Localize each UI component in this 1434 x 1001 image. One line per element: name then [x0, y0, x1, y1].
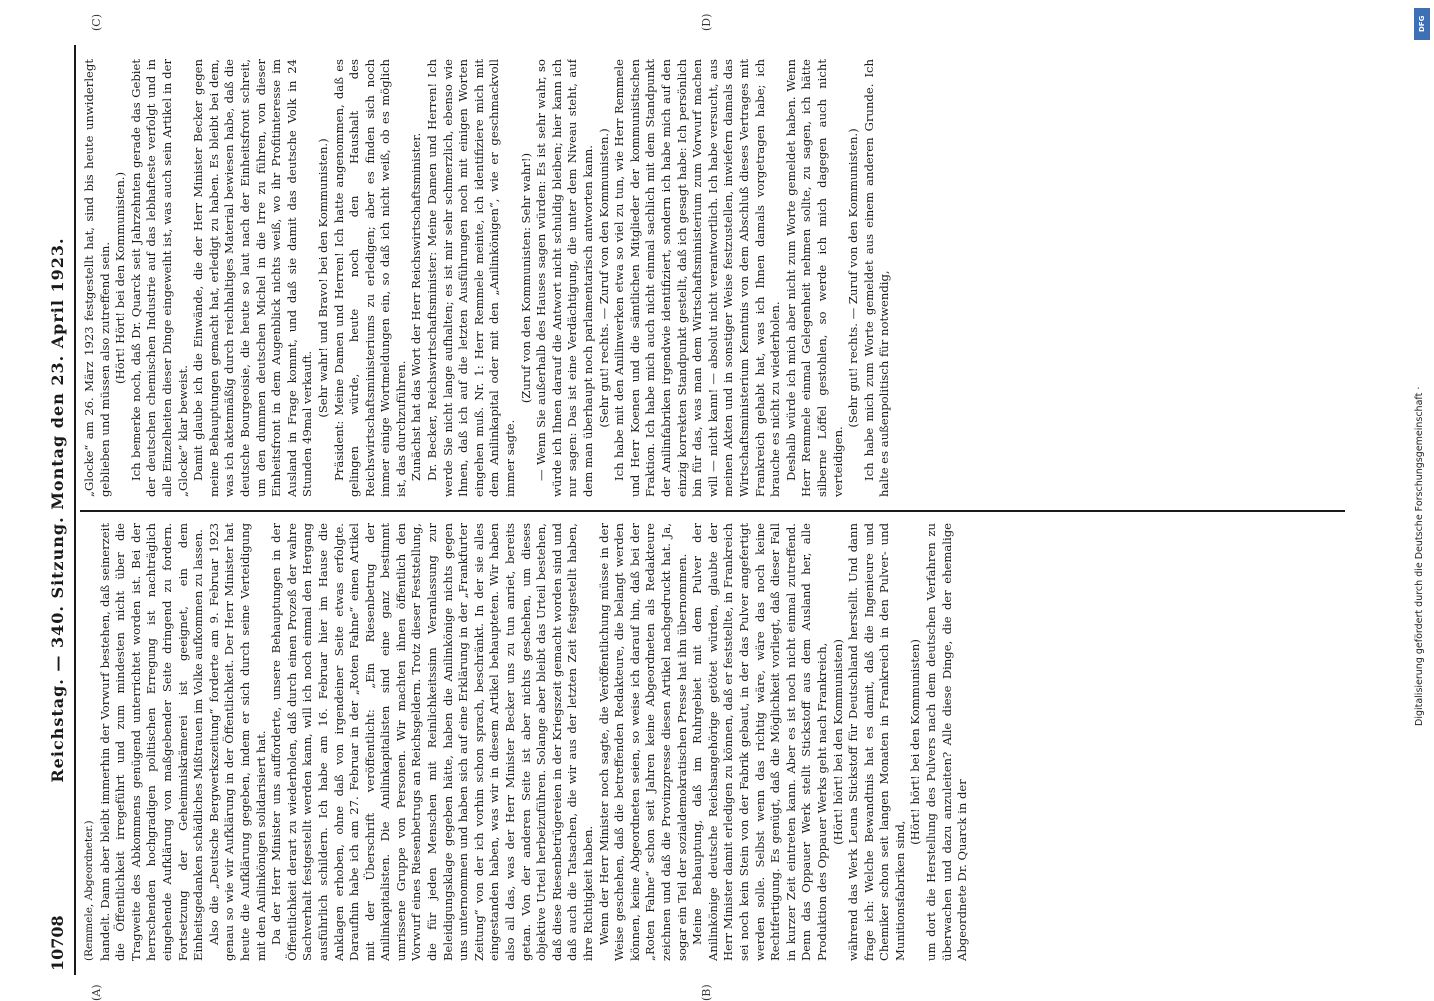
interjection: (Sehr wahr! und Bravo! bei den Kommunisten.): [315, 138, 330, 418]
right-column: [82, 59, 1344, 497]
paragraph: — Wenn Sie außerhalb des Hauses sagen würden: Es ist sehr wahr, so würde ich Ihnen darauf die Antwort nicht schuldig bleiben; hier kann ich nur sagen: Das ist eine Verdächtigung, die unter dem Niveau steht, auf dem man überhaupt noch parlamentarisch antworten kann.: [534, 59, 595, 497]
interjection: (Hört! hört! bei den Kommunisten): [908, 639, 923, 845]
paragraph: Ich bemerke noch, daß Dr. Quarck seit Jahrzehnten gerade das Gebiet der deutschen chemischen Industrie auf das lebhafteste verfolgt und in alle Einzelheiten dieser Dinge eingeweiht ist, was auch sein Artikel in der „Glocke“ klar beweist.: [128, 59, 190, 497]
paragraph: Ich habe mich zum Worte gemeldet aus einem anderen Grunde. Ich halte es außenpolitisch für notwendig,: [861, 59, 892, 497]
dfg-logo: DFG: [1414, 8, 1430, 40]
paragraph: Ich habe mit den Anilinwerken etwa so viel zu tun, wie Herr Remmele und Herr Koenen und die sämtlichen Mitglieder der kommunistischen Fraktion. Ich habe mich auch nicht einmal sachlich mit dem Standpunkt der Anilinfabriken irgendwie identifiziert, sondern ich habe mich auf den einzig korrekten Standpunkt gestellt, daß ich gesagt habe: Ich persönlich bin für das, was man dem Wirtschaftsministerium zum Vorwurf machen will — nicht kann! — absolut nicht verantwortlich. Ich habe versucht, aus meinen Akten und in sonstiger Weise festzustellen, inwiefern damals das Wirtschaftsministerium Kenntnis von dem Abschluß dieses Vertrages mit Frankreich gehabt hat, was ich Ihnen damals vorgetragen habe; ich brauche es nicht zu wiederholen.: [612, 59, 783, 497]
speaker-note: (Remmele, Abgeordneter.): [83, 820, 95, 961]
page-header: [40, 45, 74, 975]
paragraph: Dr. Becker, Reichswirtschaftsminister: Meine Damen und Herren! Ich werde Sie nicht lange aufhalten; es ist mir sehr schmerzlich, ebenso wie Ihnen, daß ich auf die letzten Ausführungen noch mit einigen Worten eingehen muß. Nr. 1: Herr Remmele meinte, ich identifiziere mich mit dem Anilinkapital oder mit den „Anilinkönigen“, wie er geschmackvoll immer sagte.: [425, 59, 518, 497]
rotated-newspaper-page: [40, 13, 1350, 1001]
interjection: (Hört! Hört! bei den Kommunisten.): [113, 172, 128, 385]
margin-marker-d: (D): [700, 13, 713, 31]
interjection: (Hört! hört! bei den Kommunisten): [830, 639, 845, 845]
paragraph: Also die „Deutsche Bergwerkszeitung“ forderte am 9. Februar 1923 genau so wie wir Aufklärung in der Öffentlichkeit. Der Herr Minister hat heute die Aufklärung gegeben, indem er sich durch seine Verteidigung mit den Anilinkönigen solidarisiert hat.: [206, 523, 268, 961]
paragraph: Präsident: Meine Damen und Herren! Ich hatte angenommen, daß es gelingen würde, heute noch den Haushalt des Reichswirtschaftsministeriums zu erledigen; aber es finden sich noch immer einige Wortmeldungen ein, so daß ich nicht weiß, ob es möglich ist, das durchzuführen.: [331, 59, 408, 497]
paragraph: Da der Herr Minister uns aufforderte, unsere Behauptungen in der Öffentlichkeit derart zu wiederholen, daß durch einen Prozeß der wahre Sachverhalt festgestellt werden kann, will ich noch einmal den Hergang ausführlich schildern. Ich habe am 16. Februar hier im Hause die Anklagen erhoben, ohne daß von irgendeiner Seite etwas erfolgte. Daraufhin habe ich am 27. Februar in der „Roten Fahne“ einen Artikel mit der Überschrift veröffentlicht: „Ein Riesenbetrug der Anilinkapitalisten. Die Anilinkapitalisten sind eine ganz bestimmt umrissene Gruppe von Personen. Wir machten ihnen öffentlich den Vorwurf eines Riesenbetrugs an Reichsgeldern. Trotz dieser Feststellung, die für jeden Menschen mit Reinlichkeitssinn Veranlassung zur Beleidigungsklage gegeben hätte, haben die Anilinkönige nichts gegen uns unternommen und haben sich auf eine Erklärung in der „Frankfurter Zeitung“ von der ich vorhin schon sprach, beschränkt. In der sie alles eingestanden haben, was wir in diesem Artikel behaupteten. Wir haben also all das, was der Herr Minister Becker uns zu tun anriet, bereits getan. Von der anderen Seite ist aber nichts geschehen, um dieses objektive Urteil herbeizuführen. Solange aber bleibt das Urteil bestehen, daß diese Riesenbetrügereien in der Kriegszeit gemacht worden sind und daß auch die Tatsachen, die wir aus der letzten Zeit festgestellt haben, ihre Richtigkeit haben.: [269, 523, 595, 961]
page-title: Reichstag. — 340. Sitzung. Montag den 23. April 1923.: [48, 237, 67, 783]
digitization-credit-text: Digitalisierung gefördert durch die Deutsche Forschungsgemeinschaft ·: [1414, 386, 1425, 726]
paragraph: Zunächst hat das Wort der Herr Reichswirtschaftsminister.: [409, 132, 424, 481]
interjection: (Zuruf von den Kommunisten: Sehr wahr!): [518, 152, 533, 404]
paragraph: Deshalb würde ich mich aber nicht zum Worte gemeldet haben. Wenn Herr Remmele einmal Gelegenheit nehmen sollte, zu sagen, ich hätte silberne Löffel gestohlen, so werde ich mich dagegen auch nicht verteidigen.: [783, 59, 845, 497]
digitization-credit-strip: [1412, 8, 1434, 992]
paragraph: um dort die Herstellung des Pulvers nach dem deutschen Verfahren zu überwachen und dazu anzuleiten? Alle diese Dinge, die der ehemalige Abgeordnete Dr. Quarck in der: [924, 523, 970, 961]
margin-marker-c: (C): [90, 14, 103, 31]
paragraph: während das Werk Leuna Stickstoff für Deutschland herstellt. Und dann frage ich: Welche Bewandtnis hat es damit, daß die Ingenieure und Chemiker schon seit langen Monaten in Frankreich in den Pulver- und Munitionsfabriken sind,: [846, 523, 907, 961]
interjection: (Sehr gut! rechts. — Zuruf von den Kommunisten.): [846, 128, 861, 428]
page-number: 10708: [48, 915, 67, 971]
margin-marker-a: (A): [90, 984, 103, 1001]
interjection: (Sehr gut! rechts. — Zuruf von den Kommunisten.): [596, 128, 611, 428]
margin-marker-b: (B): [700, 984, 713, 1001]
left-column: [82, 523, 1344, 961]
paragraph: Wenn der Herr Minister noch sagte, die Veröffentlichung müsse in der Weise geschehen, daß die betreffenden Redakteure, die belangt werden können, keine Abgeordneten seien, so weise ich darauf hin, daß bei der „Roten Fahne“ schon seit Jahren keine Abgeordneten als Redakteure zeichnen und daß die Provinzpresse diesen Artikel nachgedruckt hat. Ja, sogar ein Teil der sozialdemokratischen Presse hat ihn übernommen.: [596, 523, 689, 961]
paragraph: Meine Behauptung, daß im Ruhrgebiet mit dem Pulver der Anilinkönige deutsche Reichsangehörige getötet würden, glaubte der Herr Minister damit erledigen zu können, daß er feststellte, in Frankreich sei noch kein Stein von der Fabrik gebaut, in der das Pulver angefertigt werden solle. Selbst wenn das richtig wäre, wäre das noch keine Rechtfertigung. Es genügt, daß die Möglichkeit vorliegt, daß dieser Fall in kurzer Zeit eintreten kann. Aber es ist noch nicht einmal zutreffend. Denn das Oppauer Werk stellt Stickstoff aus dem Ausland her, alle Produktion des Oppauer Werks geht nach Frankreich,: [690, 523, 829, 961]
column-divider: [80, 510, 1345, 512]
paragraph: handelt. Dann aber bleibt immerhin der Vorwurf bestehen, daß seinerzeit die Öffentlichkeit irregeführt und zum mindesten nicht über die Tragweite des Abkommens genügend unterrichtet worden ist. Bei der herrschenden hochgradigen politischen Erregung ist nachträglich eingehende Aufklärung von maßgebender Seite dringend zu fordern. Fortsetzung der Geheimniskrämerei ist geeignet, ein dem Einheitsgedanken schädliches Mißtrauen im Volke aufkommen zu lassen.: [97, 523, 206, 961]
paragraph: Damit glaube ich die Einwände, die der Herr Minister Becker gegen meine Behauptungen gemacht hat, erledigt zu haben. Es bleibt bei dem, was ich aktenmäßig durch reichhaltiges Material bewiesen habe, daß die deutsche Bourgeoisie, die heute so laut nach der Einheitsfront schreit, um den dummen deutschen Michel in die Irre zu führen, von dieser Einheitsfront in dem Augenblick nichts weiß, wo ihr Profitinteresse im Ausland in Frage kommt, und daß sie damit das deutsche Volk in 24 Stunden 49mal verkauft.: [191, 59, 315, 497]
header-rule: [74, 45, 76, 975]
paragraph: „Glocke“ am 26. März 1923 festgestellt hat, sind bis heute unwiderlegt geblieben und müssen also zutreffend sein.: [82, 59, 112, 497]
